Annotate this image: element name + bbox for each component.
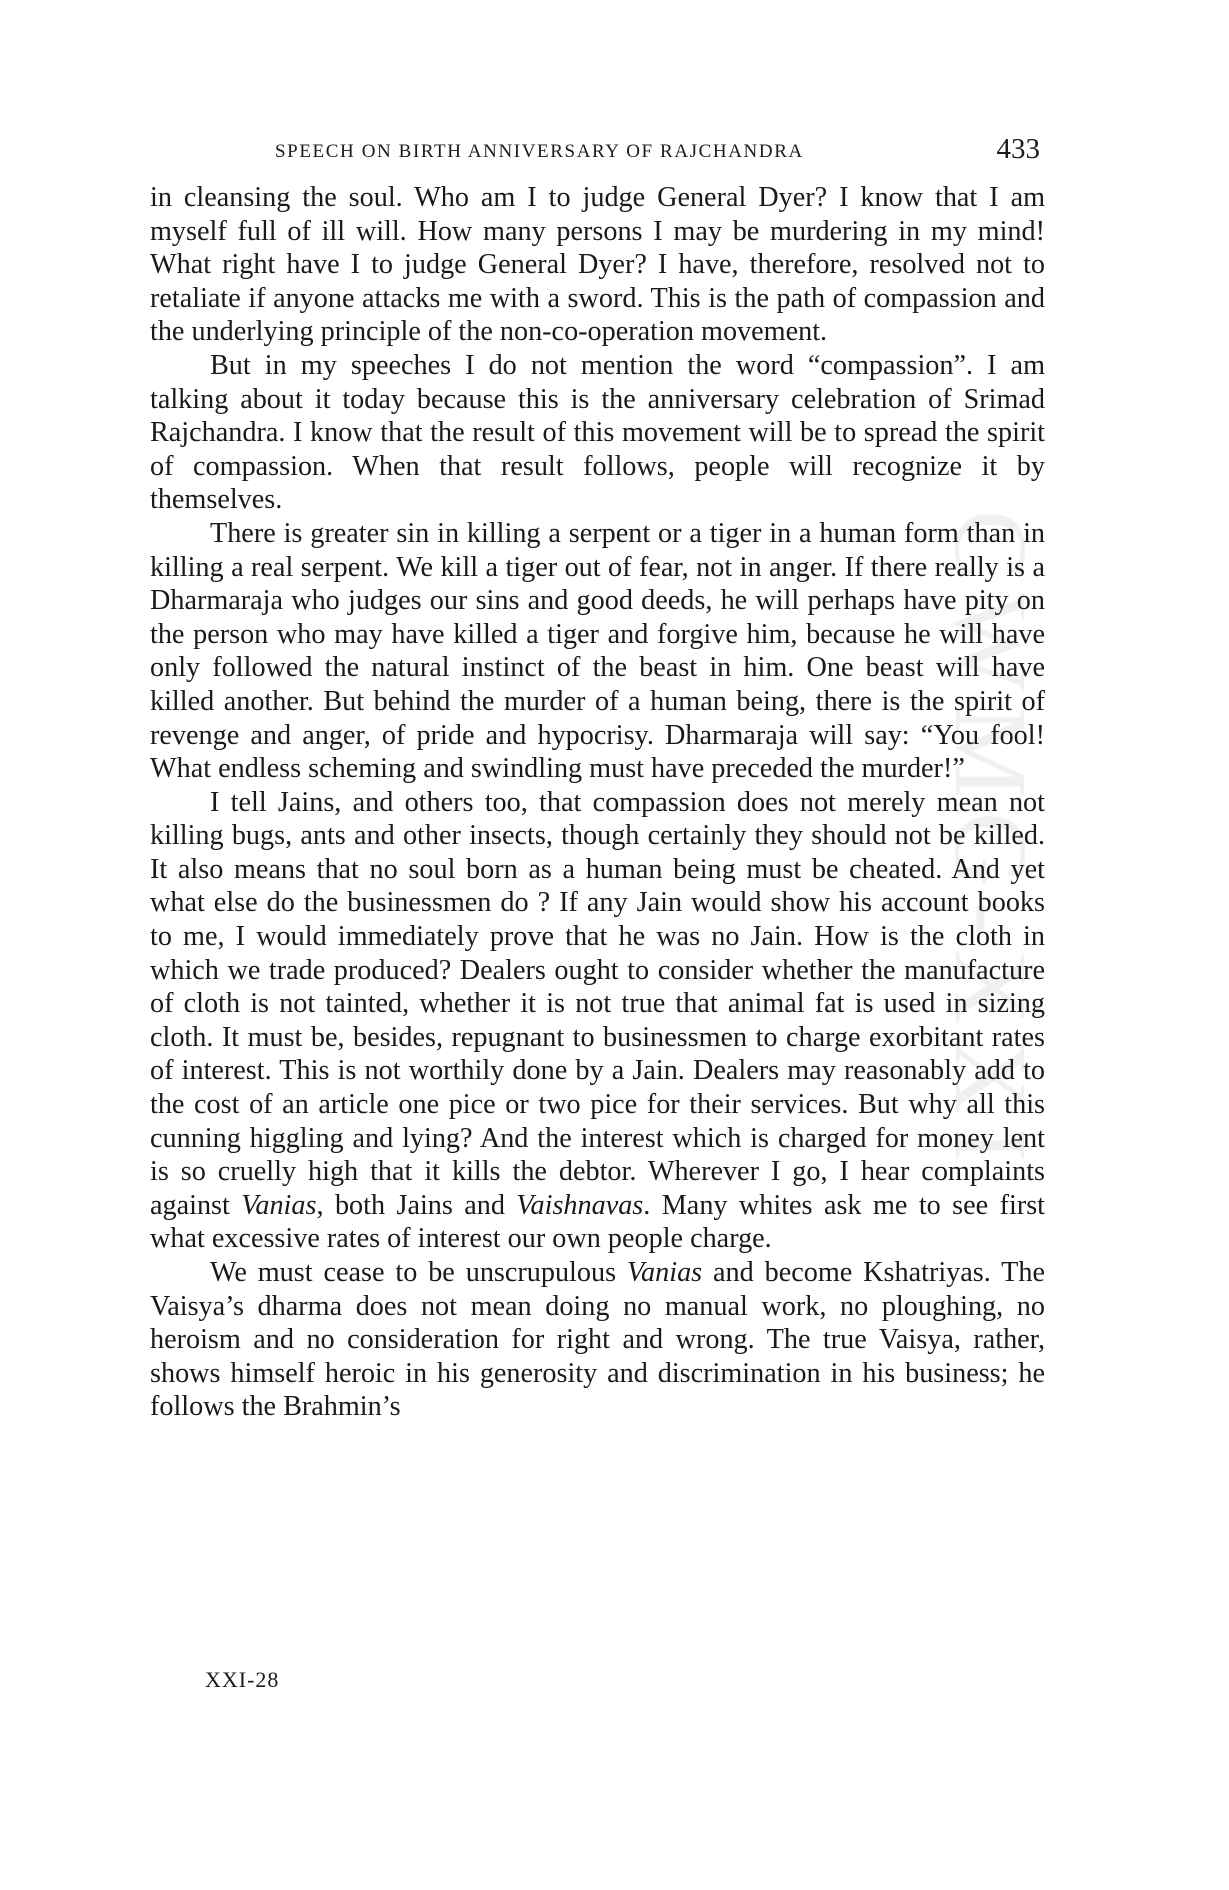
text-run: I tell Jains, and others too, that compassion does not merely mean not killing bugs, ants and other insects, though certainly they should not be killed. It also means that no soul born as a human being must be cheated. And yet what else do the businessmen do ? If any Jain would show his account books to me, I would immediately prove that he was no Jain. How is the cloth in which we trade produced? Dealers ought to consider whether the manufacture of cloth is not tainted, whether it is not true that animal fat is used in sizing cloth. It must be, besides, repugnant to businessmen to charge exorbitant rates of interest. This is not worthily done by a Jain. Dealers may reasonably add to the cost of an article one pice or two pice for their services. But why all this cunning higgling and lying? And the interest which is charged for money lent is so cruelly high that it kills the debtor. Wherever I go, I hear complaints against: [150, 786, 1045, 1221]
paragraph: [150, 349, 1045, 517]
body-text: [150, 181, 1048, 1424]
text-run: and become Kshatriyas. The Vaisya’s dharma does not mean doing no manual work, no ploughing, no heroism and no consideration for right and wrong. The true Vaisya, rather, shows himself heroic in his generosity and discrimination in his business; he follows the Brahmin’s: [150, 1257, 1045, 1423]
page-number: 433: [996, 133, 1040, 165]
running-head: [150, 133, 1040, 173]
text-run: We must cease to be unscrupulous: [210, 1257, 627, 1288]
text-run: But in my speeches I do not mention the word “compassion”. I am talking about it today because this is the anniversary celebration of Srimad Rajchandra. I know that the result of this movement will be to spread the spirit of compassion. When that result follows, people will recognize it by themselves.: [150, 349, 1045, 516]
text-run: , both Jains and: [316, 1189, 517, 1221]
paragraph: [150, 517, 1045, 786]
italic-term: Vanias: [626, 1257, 703, 1288]
paragraph: [150, 786, 1045, 1256]
watermark: CWMG-XXI: [933, 510, 1048, 1177]
paragraph: [150, 1256, 1045, 1424]
text-run: in cleansing the soul. Who am I to judge General Dyer? I know that I am myself full of ill will. How many persons I may be murdering in my mind! What right have I to judge General Dyer? I have, therefore, resolved not to retaliate if anyone attacks me with a sword. This is the path of compassion and the underlying principle of the non-co-operation movement.: [150, 182, 1045, 348]
running-title: SPEECH ON BIRTH ANNIVERSARY OF RAJCHANDRA: [275, 141, 804, 162]
text-run: There is greater sin in killing a serpent or a tiger in a human form than in killing a real serpent. We kill a tiger out of fear, not in anger. If there really is a Dharmaraja who judges our sins and good deeds, he will perhaps have pity on the person who may have killed a tiger and forgive him, because he will have only followed the natural instinct of the beast in him. One beast will have killed another. But behind the murder of a human being, there is the spirit of revenge and anger, of pride and hypocrisy. Dharmaraja will say: “You fool! What endless scheming and swindling must have preceded the murder!”: [150, 517, 1045, 785]
italic-term: Vanias: [241, 1189, 317, 1221]
italic-term: Vaishnavas: [516, 1189, 644, 1221]
text-run: . Many whites ask me to see first what excessive rates of interest our own people charge.: [150, 1189, 1046, 1255]
signature-mark: XXI-28: [205, 1667, 280, 1692]
paragraph: [150, 181, 1045, 349]
